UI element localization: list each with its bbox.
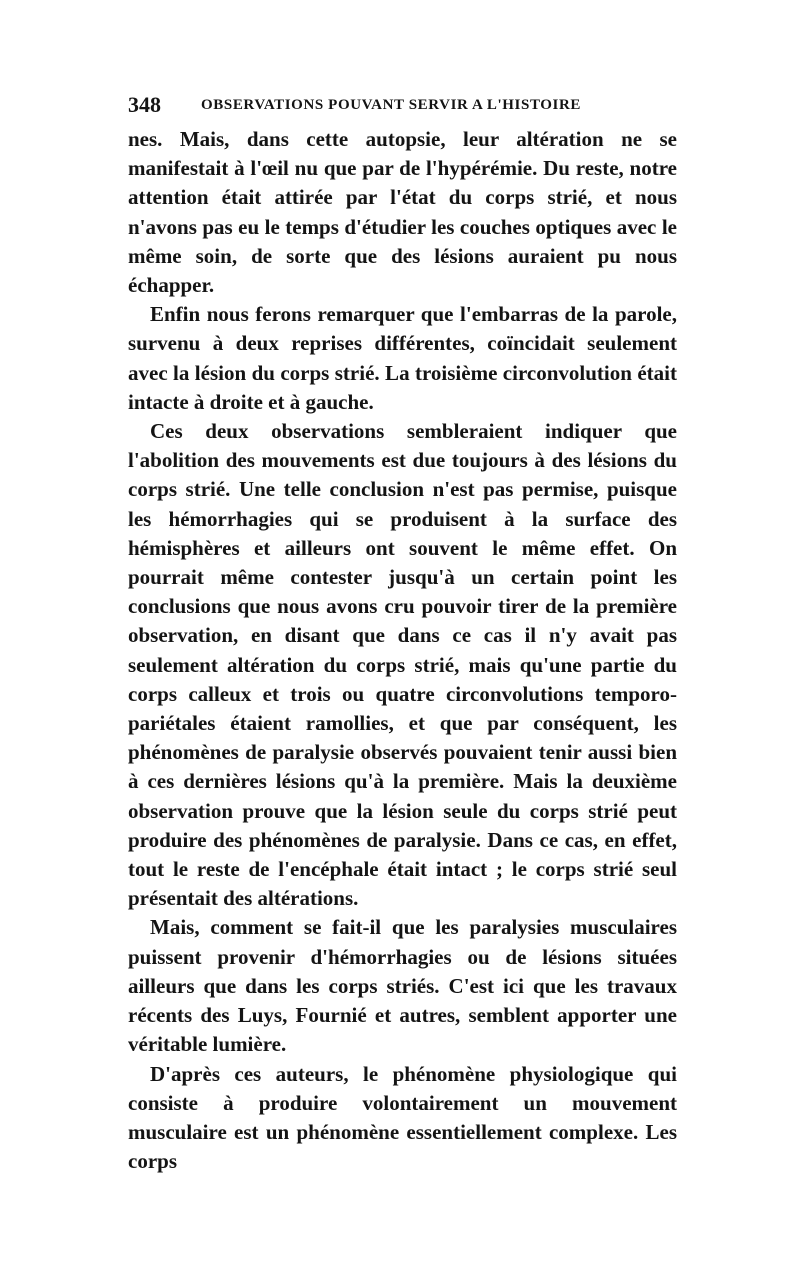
paragraph: Enfin nous ferons remarquer que l'embarras de la parole, survenu à deux reprises différentes, coïncidait seulement avec la lésion du corps strié. La troisième circonvolution était intacte à droite et à gauche. bbox=[128, 302, 677, 414]
page-header bbox=[128, 92, 678, 118]
paragraph: Mais, comment se fait-il que les paralysies musculaires puissent provenir d'hémorrhagies ou de lésions situées ailleurs que dans les corps striés. C'est ici que les travaux récents des Luys, Fournié et autres, semblent apporter une véritable lumière. bbox=[128, 915, 677, 1057]
paragraph: Ces deux observations sembleraient indiquer que l'abolition des mouvements est due toujours à des lésions du corps strié. Une telle conclusion n'est pas permise, puisque les hémorrhagies qui se produisent à la surface des hémisphères et ailleurs ont souvent le même effet. On pourrait même contester jusqu'à un certain point les conclusions que nous avons cru pouvoir tirer de la première observation, en disant que dans ce cas il n'y avait pas seulement altération du corps strié, mais qu'une partie du corps calleux et trois ou quatre circonvolutions temporo-pariétales étaient ramollies, et que par conséquent, les phénomènes de paralysie observés pouvaient tenir aussi bien à ces dernières lésions qu'à la première. Mais la deuxième observation prouve que la lésion seule du corps strié peut produire des phénomènes de paralysie. Dans ce cas, en effet, tout le reste de l'encéphale était intact ; le corps strié seul présentait des altérations. bbox=[128, 419, 677, 911]
running-title: OBSERVATIONS POUVANT SERVIR A L'HISTOIRE bbox=[201, 97, 582, 113]
paragraph-continuation: nes. Mais, dans cette autopsie, leur altération ne se manifestait à l'œil nu que par de l'hypérémie. Du reste, notre attention était attirée par l'état du corps strié, et nous n'avons pas eu le temps d'étudier les couches optiques avec le même soin, de sorte que des lésions auraient pu nous échapper. bbox=[128, 127, 677, 298]
page-number: 348 bbox=[128, 92, 161, 117]
paragraph: D'après ces auteurs, le phénomène physiologique qui consiste à produire volontairement un mouvement musculaire est un phénomène essentiellement complexe. Les corps bbox=[128, 1061, 677, 1174]
body-text bbox=[128, 125, 677, 1176]
